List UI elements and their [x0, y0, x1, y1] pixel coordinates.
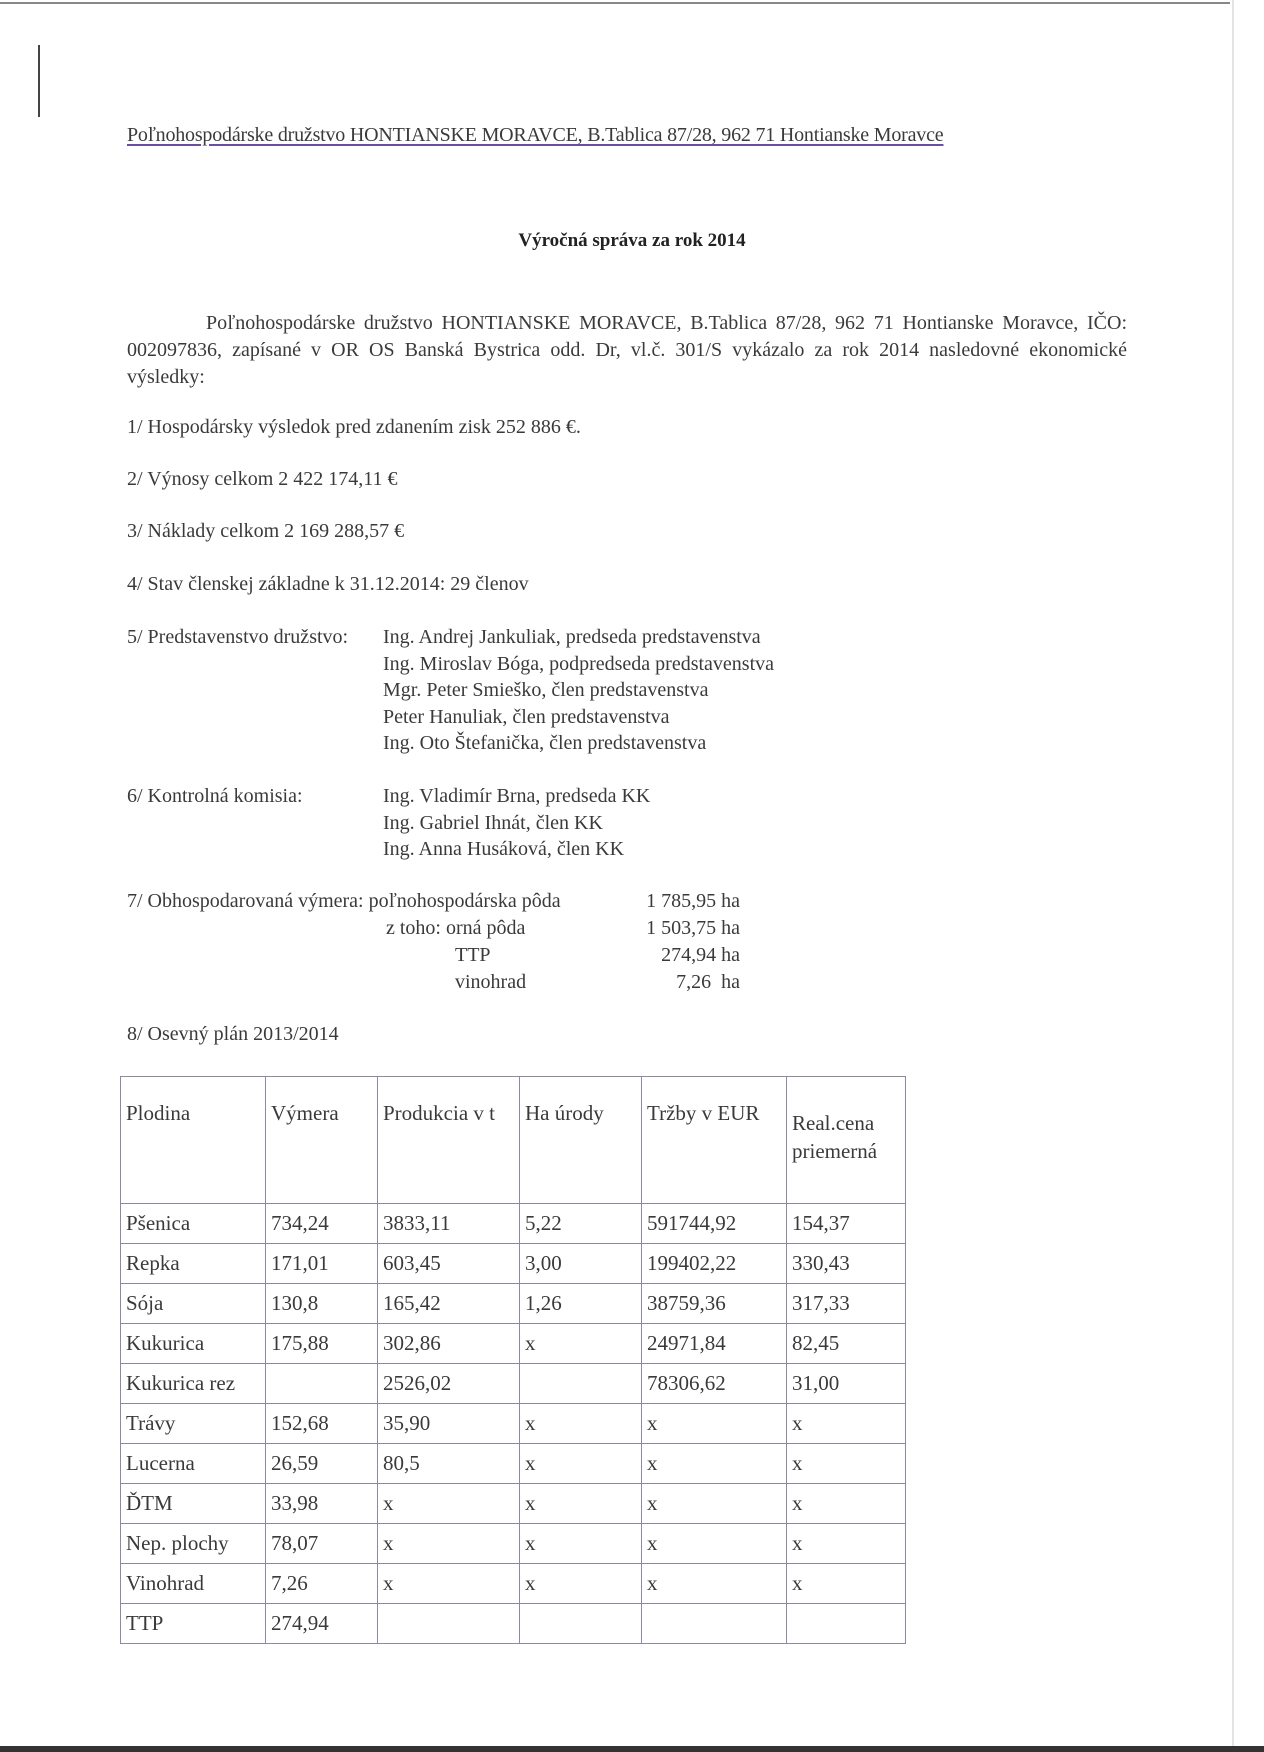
cell-production: 603,45 — [378, 1244, 520, 1284]
cell-avg-price: 31,00 — [787, 1364, 906, 1404]
sowing-plan-label: 8/ Osevný plán 2013/2014 — [127, 1023, 339, 1045]
cell-crop: TTP — [121, 1604, 266, 1644]
cell-revenue: 591744,92 — [642, 1204, 787, 1244]
cell-area: 78,07 — [266, 1524, 378, 1564]
cell-yield — [520, 1364, 642, 1404]
scan-margin-mark — [38, 45, 40, 117]
area-row-value: 7,26 ha — [676, 971, 740, 993]
cell-crop: Vinohrad — [121, 1564, 266, 1604]
cell-crop: Trávy — [121, 1404, 266, 1444]
cell-area: 171,01 — [266, 1244, 378, 1284]
cell-production: x — [378, 1484, 520, 1524]
cell-crop: Lucerna — [121, 1444, 266, 1484]
table-row — [121, 1244, 906, 1284]
area-row-label: z toho: orná pôda — [386, 917, 526, 939]
cell-yield: 3,00 — [520, 1244, 642, 1284]
cell-yield: 5,22 — [520, 1204, 642, 1244]
scan-bottom-edge — [0, 1746, 1264, 1752]
cell-revenue: 199402,22 — [642, 1244, 787, 1284]
control-member: Ing. Anna Husáková, člen KK — [383, 838, 625, 860]
cell-area: 175,88 — [266, 1324, 378, 1364]
column-header-avg-price: Real.cena priemerná — [787, 1077, 906, 1204]
column-header-revenue: Tržby v EUR — [642, 1077, 787, 1204]
column-header-production: Produkcia v t — [378, 1077, 520, 1204]
cell-production: 165,42 — [378, 1284, 520, 1324]
table-row — [121, 1524, 906, 1564]
table-header-row — [121, 1077, 906, 1204]
cell-revenue: 24971,84 — [642, 1324, 787, 1364]
column-header-area: Výmera — [266, 1077, 378, 1204]
cell-yield: x — [520, 1524, 642, 1564]
cell-crop: ĎTM — [121, 1484, 266, 1524]
scan-right-edge — [1232, 0, 1234, 1752]
cell-revenue: x — [642, 1524, 787, 1564]
board-member: Ing. Andrej Jankuliak, predseda predstavenstva — [383, 626, 761, 648]
item-revenue: 2/ Výnosy celkom 2 422 174,11 € — [127, 468, 398, 490]
item-costs: 3/ Náklady celkom 2 169 288,57 € — [127, 520, 405, 542]
cell-crop: Repka — [121, 1244, 266, 1284]
cell-production: x — [378, 1564, 520, 1604]
letterhead: Poľnohospodárske družstvo HONTIANSKE MORAVCE, B.Tablica 87/28, 962 71 Hontianske Moravce — [127, 124, 944, 146]
column-header-yield: Ha úrody — [520, 1077, 642, 1204]
cell-yield: x — [520, 1404, 642, 1444]
cell-area: 734,24 — [266, 1204, 378, 1244]
cell-avg-price: 330,43 — [787, 1244, 906, 1284]
control-label: 6/ Kontrolná komisia: — [127, 785, 303, 807]
control-member: Ing. Gabriel Ihnát, člen KK — [383, 812, 603, 834]
cell-production: 302,86 — [378, 1324, 520, 1364]
board-member: Ing. Oto Štefanička, člen predstavenstva — [383, 732, 707, 754]
cell-avg-price: 317,33 — [787, 1284, 906, 1324]
cell-production: 2526,02 — [378, 1364, 520, 1404]
cell-avg-price: x — [787, 1444, 906, 1484]
table-row — [121, 1404, 906, 1444]
cell-production — [378, 1604, 520, 1644]
cell-area: 26,59 — [266, 1444, 378, 1484]
cell-area — [266, 1364, 378, 1404]
cell-avg-price: x — [787, 1524, 906, 1564]
cell-crop: Sója — [121, 1284, 266, 1324]
cell-yield: x — [520, 1324, 642, 1364]
item-members: 4/ Stav členskej základne k 31.12.2014: 29 členov — [127, 573, 529, 595]
document-title: Výročná správa za rok 2014 — [518, 230, 746, 251]
cell-revenue: 78306,62 — [642, 1364, 787, 1404]
cell-crop: Nep. plochy — [121, 1524, 266, 1564]
area-label: 7/ Obhospodarovaná výmera: poľnohospodárska pôda — [127, 890, 561, 912]
cell-area: 274,94 — [266, 1604, 378, 1644]
cell-crop: Pšenica — [121, 1204, 266, 1244]
cell-yield — [520, 1604, 642, 1644]
cell-yield: 1,26 — [520, 1284, 642, 1324]
cell-revenue: x — [642, 1564, 787, 1604]
table-row — [121, 1284, 906, 1324]
area-total: 1 785,95 ha — [646, 890, 740, 912]
cell-production: 80,5 — [378, 1444, 520, 1484]
table-row — [121, 1564, 906, 1604]
area-row-label: vinohrad — [455, 971, 527, 993]
cell-area: 152,68 — [266, 1404, 378, 1444]
control-member: Ing. Vladimír Brna, predseda KK — [383, 785, 651, 807]
table-row — [121, 1324, 906, 1364]
area-row-value: 1 503,75 ha — [646, 917, 740, 939]
table-row — [121, 1204, 906, 1244]
cell-production: 3833,11 — [378, 1204, 520, 1244]
board-member: Peter Hanuliak, člen predstavenstva — [383, 706, 670, 728]
cell-avg-price: x — [787, 1564, 906, 1604]
scan-top-edge — [0, 2, 1230, 4]
area-row-value: 274,94 ha — [661, 944, 740, 966]
sowing-plan-table — [120, 1076, 906, 1644]
area-row-label: TTP — [455, 944, 491, 966]
cell-production: x — [378, 1524, 520, 1564]
cell-production: 35,90 — [378, 1404, 520, 1444]
intro-paragraph — [127, 310, 1127, 391]
table-row — [121, 1444, 906, 1484]
cell-area: 130,8 — [266, 1284, 378, 1324]
table-row — [121, 1484, 906, 1524]
item-profit: 1/ Hospodársky výsledok pred zdanením zisk 252 886 €. — [127, 416, 581, 438]
cell-avg-price — [787, 1604, 906, 1644]
cell-revenue: 38759,36 — [642, 1284, 787, 1324]
cell-revenue — [642, 1604, 787, 1644]
cell-crop: Kukurica rez — [121, 1364, 266, 1404]
cell-yield: x — [520, 1484, 642, 1524]
cell-avg-price: x — [787, 1484, 906, 1524]
cell-yield: x — [520, 1444, 642, 1484]
cell-yield: x — [520, 1564, 642, 1604]
cell-avg-price: 82,45 — [787, 1324, 906, 1364]
table-row — [121, 1364, 906, 1404]
intro-text: Poľnohospodárske družstvo HONTIANSKE MORAVCE, B.Tablica 87/28, 962 71 Hontianske Moravce, IČO: 002097836, zapísané v OR OS Banská Bystrica odd. Dr, vl.č. 301/S vykázalo za rok 2014 nasledovné ekonomické výsledky: — [127, 312, 1127, 388]
cell-revenue: x — [642, 1444, 787, 1484]
cell-area: 7,26 — [266, 1564, 378, 1604]
column-header-crop: Plodina — [121, 1077, 266, 1204]
cell-revenue: x — [642, 1404, 787, 1444]
cell-revenue: x — [642, 1484, 787, 1524]
cell-avg-price: 154,37 — [787, 1204, 906, 1244]
cell-avg-price: x — [787, 1404, 906, 1444]
table-row — [121, 1604, 906, 1644]
board-member: Mgr. Peter Smieško, člen predstavenstva — [383, 679, 709, 701]
board-label: 5/ Predstavenstvo družstvo: — [127, 626, 349, 648]
cell-area: 33,98 — [266, 1484, 378, 1524]
cell-crop: Kukurica — [121, 1324, 266, 1364]
board-member: Ing. Miroslav Bóga, podpredseda predstavenstva — [383, 653, 775, 675]
